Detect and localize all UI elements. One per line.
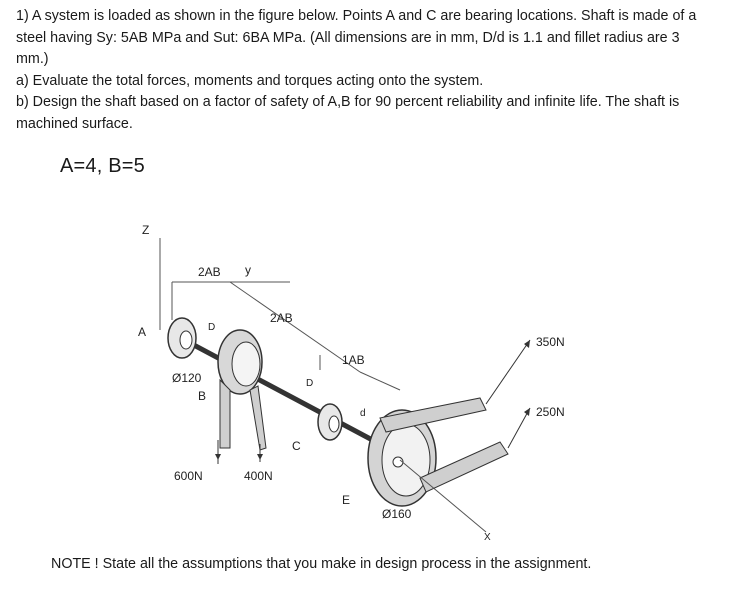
z-axis-label: Z bbox=[142, 223, 150, 237]
shaft-diagram bbox=[120, 210, 600, 550]
part-a: a) Evaluate the total forces, moments and torques acting onto the system. bbox=[16, 72, 484, 89]
bearing-a-bore bbox=[180, 331, 192, 349]
point-c-label: C bbox=[292, 439, 301, 453]
part-b-line-1: b) Design the shaft based on a factor of safety of A,B for 90 percent reliability and infinite life. The shaft is bbox=[16, 94, 680, 111]
force-600-arrow bbox=[215, 454, 221, 460]
force-350-label: 350N bbox=[536, 335, 565, 349]
dim-2ab-mid: 2AB bbox=[270, 311, 293, 325]
y-axis-label: y bbox=[245, 263, 251, 277]
part-b-line-2: machined surface. bbox=[16, 115, 133, 132]
dim-2ab-top: 2AB bbox=[198, 265, 221, 279]
force-400-label: 400N bbox=[244, 469, 273, 483]
force-400-arrow bbox=[257, 454, 263, 460]
pulley-e-diameter: Ø160 bbox=[382, 507, 412, 521]
x-axis-label: X bbox=[484, 532, 491, 543]
note: NOTE ! State all the assumptions that you make in design process in the assignment. bbox=[51, 556, 592, 572]
bearing-c-bore bbox=[329, 416, 339, 432]
problem-line-2: steel having Sy: 5AB MPa and Sut: 6BA MPa. (All dimensions are in mm, D/d is 1.1 and fillet radius are 3 bbox=[16, 29, 680, 46]
belt-b-left bbox=[220, 380, 230, 448]
point-e-label: E bbox=[342, 493, 351, 507]
parameter-values: A=4, B=5 bbox=[60, 155, 145, 177]
problem-statement bbox=[16, 6, 738, 136]
shaft-figure bbox=[120, 210, 600, 550]
dim-1ab: 1AB bbox=[342, 353, 365, 367]
force-250-label: 250N bbox=[536, 405, 565, 419]
d-label-small: d bbox=[360, 408, 366, 419]
pulley-e-hub bbox=[393, 457, 403, 467]
force-600-label: 600N bbox=[174, 469, 203, 483]
dim-line-right bbox=[360, 372, 400, 390]
force-350-line bbox=[486, 340, 530, 404]
belt-b-right bbox=[250, 386, 266, 450]
pulley-b-diameter: Ø120 bbox=[172, 371, 202, 385]
d-label-a: D bbox=[208, 322, 216, 333]
d-label-c: D bbox=[306, 378, 314, 389]
belt-e-upper bbox=[380, 398, 486, 432]
point-a-label: A bbox=[138, 325, 147, 339]
problem-line-3: mm.) bbox=[16, 51, 49, 68]
pulley-b-face bbox=[232, 342, 260, 386]
force-250-arrow bbox=[524, 408, 530, 416]
problem-line-1: 1) A system is loaded as shown in the figure below. Points A and C are bearing locations. Shaft is made of a bbox=[16, 8, 697, 24]
point-b-label: B bbox=[198, 389, 207, 403]
